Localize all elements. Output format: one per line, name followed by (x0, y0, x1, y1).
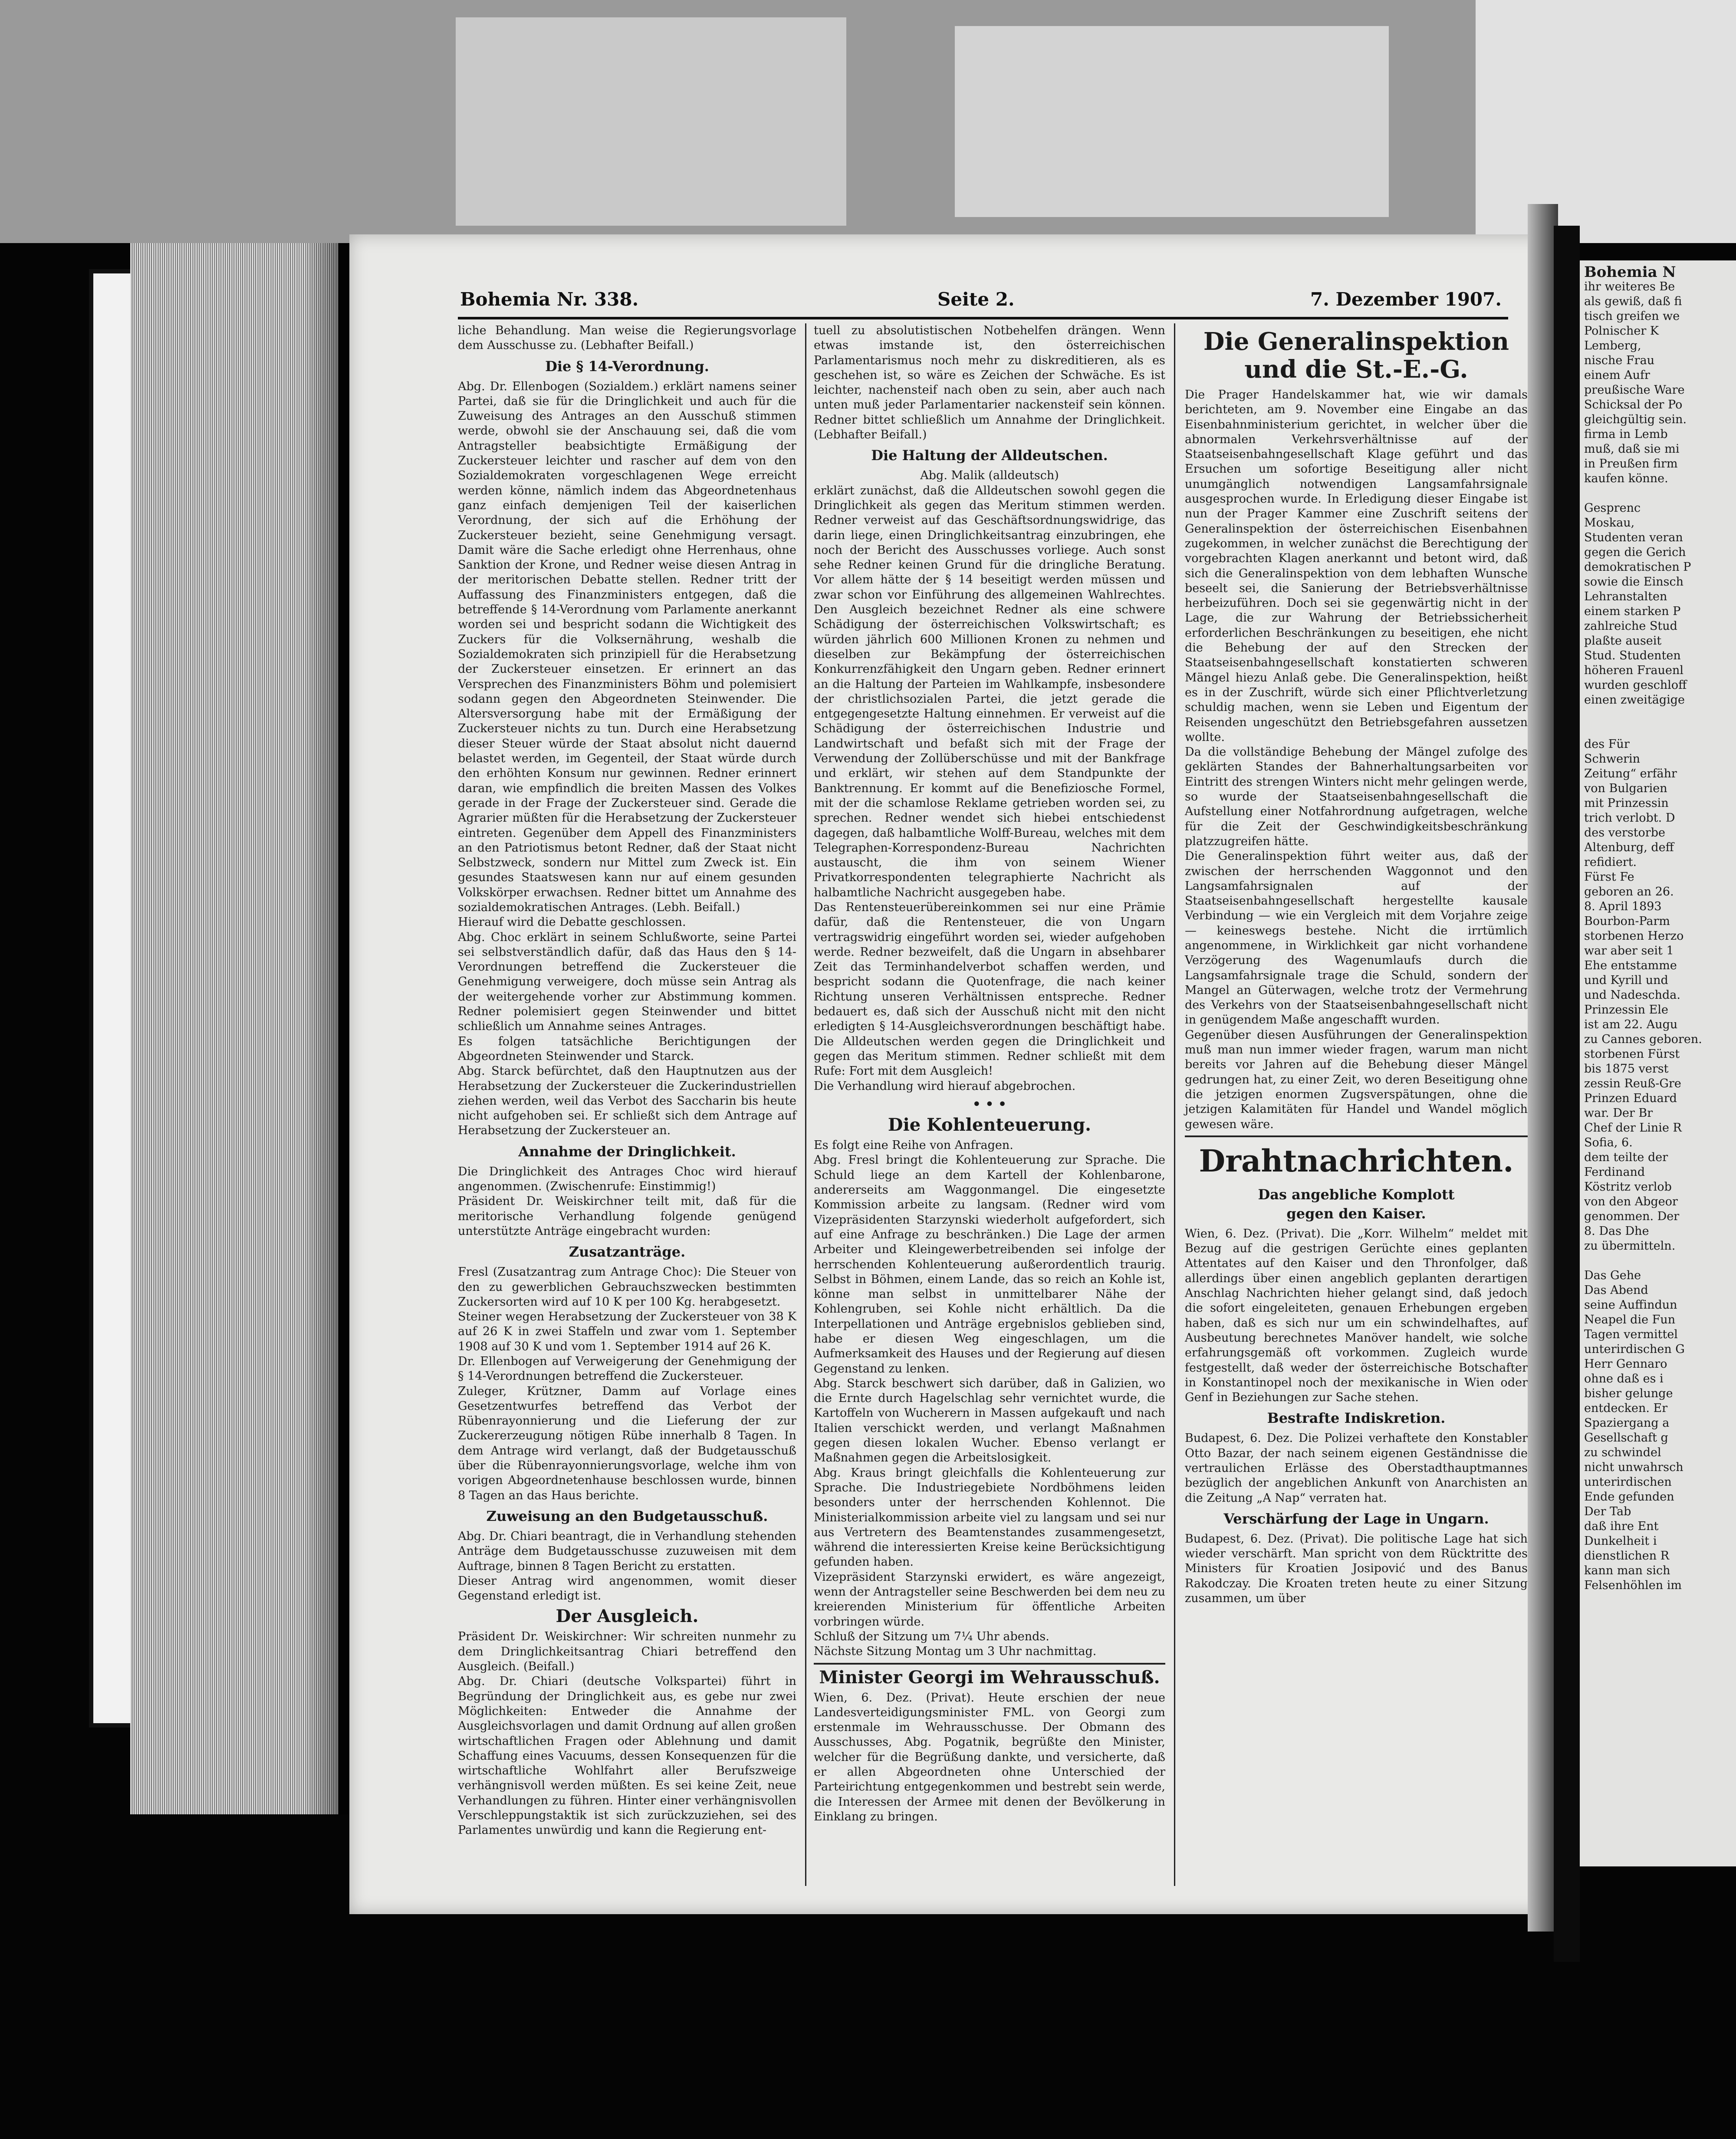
speaker-line: Abg. Malik (alldeutsch) (920, 469, 1059, 483)
facing-page-line: Polnischer K (1584, 324, 1659, 338)
facing-page-line: sowie die Einsch (1584, 575, 1683, 589)
facing-page-line: einem starken P (1584, 605, 1681, 618)
article-text: Nächste Sitzung Montag um 3 Uhr nachmittag. (814, 1645, 1097, 1659)
section-heading: Die § 14-Verordnung. (545, 358, 709, 375)
facing-page-line: dienstlichen R (1584, 1549, 1670, 1563)
article-text: Das Rentensteuerübereinkommen sei nur eine Prämie dafür, daß die Rentensteuer, die von Ungarn vertragswidrig eingeführt worden sei, wieder aufgehoben werde. Redner bezweifelt, daß die Ungarn in absehbarer Zeit das Terminhandelverbot schaffen werden, und bespricht sodann die Quotenfrage, die nach keiner Richtung unseren Verhältnissen entspreche. Redner bedauert es, daß sich der Ausschuß nicht mit den nicht erledigten § 14-Ausgleichsverordnungen beschäftigt habe. Die Alldeutschen werden gegen die Dringlichkeit und gegen das Meritum stimmen. Redner schließt mit dem Rufe: Fort mit dem Ausgleich! (814, 900, 1165, 1078)
article-text: Vizepräsident Starzynski erwidert, es wäre angezeigt, wenn der Antragsteller seine Beschwerden bei dem neu zu kreierenden Ministerium für öffentliche Arbeiten vorbringen würde. (814, 1570, 1165, 1629)
header-page-number: Seite 2. (937, 289, 1015, 310)
facing-page-line: kaufen könne. (1584, 472, 1668, 485)
article-text: Da die vollständige Behebung der Mängel zufolge des geklärten Standes der Bahnerhaltungsarbeiten vor Eintritt des strengen Winters nicht mehr gelingen werde, so wurde der Staatseisenbahngesellschaft die Aufstellung einer Notfahrordnung aufgetragen, welche für die Zeit der Geschwindigkeitsbeschränkung platzzugreifen hätte. (1185, 745, 1528, 848)
facing-page-line: Felsenhöhlen im (1584, 1579, 1682, 1592)
header-rule (458, 317, 1508, 319)
section-heading: Annahme der Dringlichkeit. (518, 1143, 736, 1160)
facing-page-line: genommen. Der (1584, 1210, 1680, 1223)
page-header (460, 284, 1502, 321)
facing-page-lines (1584, 280, 1732, 1593)
article-text: Die Prager Handelskammer hat, wie wir damals berichteten, am 9. November eine Eingabe an das Eisenbahnministerium gerichtet, in welcher über die abnormalen Verkehrsverhältnisse auf der Staatseisenbahngesellschaft Klage geführt und das Ersuchen um sofortige Beseitigung aller nicht unumgänglich notwendigen Langsamfahrsignale ausgesprochen wurde. In Erledigung dieser Eingabe ist nun der Prager Kammer eine Zuschrift seitens der Generalinspektion der österreichischen Eisenbahnen zugekommen, in welcher zunächst die Berechtigung der vorgebrachten Klagen anerkannt und betont wird, daß sich die Generalinspektion von dem lebhaften Wunsche beseelt sei, die Sanierung der Betriebsverhältnisse herbeizuführen. Doch sei sie gegenwärtig nicht in der Lage, die zur Wahrung der Betriebssicherheit erforderlichen Beschränkungen zu beseitigen, ehe nicht die Behebung der auf den Strecken der Staatseisenbahngesellschaft konstatierten schweren Mängel hiezu Anlaß gebe. Die Generalinspektion, heißt es in der Zuschrift, würde sich einer Pflichtverletzung schuldig machen, wenn sie Leben und Eigentum der Reisenden ungeschützt den Betriebsgefahren aussetzen wollte. (1185, 388, 1528, 744)
facing-page-line: Bourbon-Parm (1584, 915, 1670, 928)
facing-page-line: Stud. Studenten (1584, 649, 1681, 662)
facing-page-line: Schicksal der Po (1584, 398, 1683, 411)
facing-page-line: als gewiß, daß fi (1584, 295, 1682, 308)
facing-page-line: ohne daß es i (1584, 1372, 1664, 1385)
article-text: Zuleger, Krützner, Damm auf Vorlage eines Gesetzentwurfes betreffend das Verbot der Rübenrayonnierung und die Lieferung der zur Zuckererzeugung nötigen Rübe innerhalb 8 Tagen. In dem Antrage wird verlangt, daß der Budgetausschuß über die Rübenrayonnierungsvorlage, welche ihm von vorigen Abgeordnetenhause beschlossen wurde, binnen 8 Tagen an das Haus berichte. (458, 1384, 796, 1502)
header-masthead: Bohemia Nr. 338. (460, 289, 639, 310)
facing-page-line: tisch greifen we (1584, 309, 1680, 323)
section-heading: Bestrafte Indiskretion. (1267, 1410, 1446, 1427)
facing-page-line: Prinzessin Ele (1584, 1003, 1668, 1017)
column-3 (1185, 323, 1528, 1606)
column-divider (805, 323, 806, 1886)
header-date: 7. Dezember 1907. (1310, 289, 1502, 310)
facing-page-line: unterirdischen (1584, 1475, 1672, 1489)
column-1 (458, 323, 796, 1838)
facing-page-line: storbenen Herzo (1584, 929, 1684, 943)
facing-page-line: Herr Gennaro (1584, 1357, 1667, 1371)
article-text: erklärt zunächst, daß die Alldeutschen sowohl gegen die Dringlichkeit als gegen das Meritum stimmen werden. Redner verweist auf das Geschäftsordnungswidrige, das darin liege, einen Dringlichkeitsantrag einzubringen, ehe noch der Bericht des Ausschusses vorliege. Auch sonst sehe Redner keinen Grund für die dringliche Beratung. Vor allem hätte der § 14 beseitigt werden müssen und zwar schon vor Einführung des allgemeinen Wahlrechtes. Den Ausgleich bezeichnet Redner als eine schwere Schädigung der österreichischen Volkswirtschaft; es würden jährlich 600 Millionen Kronen zu nehmen und dieselben zur Bekämpfung der österreichischen Konkurrenzfähigkeit den Ungarn geben. Redner erinnert an die Haltung der Parteien im Wahlkampfe, insbesondere der christlichsozialen Partei, die jetzt gerade die entgegengesetzte Haltung einnehmen. Er verweist auf die Schädigung der österreichischen Industrie und Landwirtschaft und befaßt sich mit der Frage der Verwendung der Zollüberschüsse und mit der Bankfrage und erklärt, wir stehen auf dem Standpunkte der Banktrennung. Er kommt auf die Benefiziosche Formel, mit der die schamlose Reklame getrieben worden sei, zu sprechen. Redner wendet sich hiebei entschiedenst dagegen, daß halbamtliche Wolff-Bureau, welches mit dem Telegraphen-Korrespondenz-Bureau Nachrichten austauscht, die ihm von seinem Wiener Privatkorrespondenten telegraphierte Nachricht als halbamtliche Nachricht ausgegeben habe. (814, 484, 1165, 899)
facing-page-line: bis 1875 verst (1584, 1062, 1669, 1076)
facing-page-line: einem Aufr (1584, 369, 1650, 382)
facing-page-line: Neapel die Fun (1584, 1313, 1676, 1326)
column-divider (1174, 323, 1175, 1886)
article-text: Abg. Dr. Chiari beantragt, die in Verhandlung stehenden Anträge dem Budgetausschusse zuzuweisen mit dem Auftrage, binnen 8 Tagen Bericht zu erstatten. (458, 1529, 796, 1573)
page-stack-shadow (304, 243, 352, 1814)
facing-page-line: plaßte auseit (1584, 634, 1662, 648)
section-separator: • • • (972, 1096, 1007, 1112)
facing-page-line (1584, 486, 1732, 501)
article-text: Die Generalinspektion führt weiter aus, daß der zwischen der herrschenden Waggonnot und den Langsamfahrsignalen auf der Staatseisenbahngesellschaft hergestellte kausale Verbindung — wie ein Vergleich mit dem Vorjahre zeige — keineswegs bestehe. Nicht die irrtümlich angenommene, in Wirklichkeit gar nicht vorhandene Verzögerung des Wagenumlaufs durch die Langsamfahrsignale trage die Schuld, sondern der Mangel an Güterwagen, welche trotz der Vermehrung des Verkehrs von der Staatseisenbahngesellschaft nicht in genügendem Maße angeschafft wurden. (1185, 849, 1528, 1027)
article-text: Die Verhandlung wird hierauf abgebrochen. (814, 1079, 1076, 1093)
facing-page-line: Ende gefunden (1584, 1490, 1674, 1504)
facing-page-line: nische Frau (1584, 354, 1655, 367)
article-title: Die Generalinspektion (1203, 327, 1509, 356)
section-heading: Das angebliche Komplott (1258, 1186, 1455, 1203)
article-text: Präsident Dr. Weiskirchner teilt mit, daß für die meritorische Verhandlung folgende genügend unterstützte Anträge eingebracht wurden: (458, 1195, 796, 1238)
facing-page-line: zu übermitteln. (1584, 1239, 1676, 1253)
article-text: Abg. Choc erklärt in seinem Schlußworte, seine Partei sei selbstverständlich dafür, daß das Haus den § 14-Verordnungen betreffend die Zuckersteuer die Genehmigung verweigere, doch müsse sein Antrag als der weitergehende vorher zur Abstimmung kommen. Redner polemisiert gegen Steinwender und bittet schließlich um Annahme seines Antrages. (458, 930, 796, 1033)
column-2 (814, 323, 1165, 1824)
facing-page-line: preußische Ware (1584, 383, 1685, 397)
facing-page-line: zu Cannes geboren. (1584, 1033, 1702, 1046)
article-text: Wien, 6. Dez. (Privat). Die „Korr. Wilhelm“ meldet mit Bezug auf die gestrigen Gerüchte eines geplanten Attentates auf den Kaiser und den Thronfolger, daß allerdings über einen angeblich geplanten derartigen Anschlag Nachrichten hieher gelangt sind, daß jedoch die sofort eingeleiteten, genauen Erhebungen ergeben haben, daß es sich nur um ein schwindelhaftes, auf Ausbeutung berechnetes Manöver handelt, wie solche erfahrungsgemäß oft vorkommen. Zugleich wurde festgestellt, daß weder der österreichische Botschafter in Konstantinopel noch der mexikanische in Wien oder Genf in Beziehungen zur Sache stehen. (1185, 1227, 1528, 1405)
facing-page-line: Chef der Linie R (1584, 1121, 1682, 1135)
section-title: Drahtnachrichten. (1199, 1142, 1514, 1179)
book-gutter (1554, 226, 1580, 1962)
article-text: Schluß der Sitzung um 7¼ Uhr abends. (814, 1629, 1049, 1643)
facing-page-line: Tagen vermittel (1584, 1328, 1678, 1341)
facing-page-line: zessin Reuß-Gre (1584, 1077, 1681, 1090)
facing-page-line (1584, 722, 1732, 737)
article-text: Die Dringlichkeit des Antrages Choc wird hierauf angenommen. (Zwischenrufe: Einstimmig!) (458, 1165, 796, 1194)
facing-page-text (1584, 265, 1732, 1593)
article-text: Abg. Dr. Ellenbogen (Sozialdem.) erklärt namens seiner Partei, daß sie für die Dringlichkeit und auch für die Zuweisung des Antrages an den Ausschuß stimmen werde, obwohl sie der Anschauung sei, daß die vom Antragsteller beabsichtigte Ermäßigung der Zuckersteuer leichter und rascher auf dem von den Sozialdemokraten vorgeschlagenen Wege erreicht werden könne, nämlich indem das Abgeordnetenhaus ganz einfach demjenigen Teil der kaiserlichen Verordnung, der sich auf die Erhöhung der Zuckersteuer bezieht, seine Genehmigung versagt. Damit wäre die Sache erledigt ohne Herrenhaus, ohne Sanktion der Krone, und Redner weise diesen Antrag in der meritorischen Debatte stellen. Redner tritt der Auffassung des Finanzministers entgegen, daß die betreffende § 14-Verordnung vom Parlamente anerkannt worden sei und bespricht sodann die Wichtigkeit des Zuckers für die Volksernährung, weshalb die Sozialdemokraten sich prinzipiell für die Herabsetzung der Zuckersteuer einsetzen. Er erinnert an das Versprechen des Finanzministers Böhm und polemisiert sodann gegen den Abgeordneten Steinwender. Die Altersversorgung habe mit der Ermäßigung der Zuckersteuer nichts zu tun. Durch eine Herabsetzung dieser Steuer würde der Staat absolut nicht dauernd belastet werden, im Gegenteil, der Staat würde durch den erhöhten Konsum nur gewinnen. Redner erinnert daran, wie empfindlich die breiten Massen des Volkes gerade in der Frage der Zuckersteuer sind. Gerade die Agrarier müßten für die Herabsetzung der Zuckersteuer eintreten. Gegenüber dem Appell des Finanzministers an den Patriotismus betont Redner, daß der Staat nicht Selbstzweck, sondern nur Mittel zum Zweck ist. Ein gesundes Staatswesen kann nur auf einem gesunden Volkskörper erwachsen. Redner bittet um Annahme des sozialdemokratischen Antrages. (Lebh. Beifall.) (458, 379, 796, 914)
article-text: Abg. Starck befürchtet, daß den Hauptnutzen aus der Herabsetzung der Zuckersteuer die Zuckerindustriellen ziehen werden, weil das Verbot des Saccharin bis heute nicht aufgehoben sei. Er schließt sich dem Antrage auf Herabsetzung der Zuckersteuer an. (458, 1064, 796, 1138)
article-text: Präsident Dr. Weiskirchner: Wir schreiten nunmehr zu dem Dringlichkeitsantrag Chiari betreffend den Ausgleich. (Beifall.) (458, 1630, 796, 1674)
facing-page-line: höheren Frauenl (1584, 664, 1683, 677)
article-text: Hierauf wird die Debatte geschlossen. (458, 915, 686, 929)
article-text: Es folgen tatsächliche Berichtigungen der Abgeordneten Steinwender und Starck. (458, 1034, 796, 1063)
scan-background-block (456, 17, 846, 226)
section-heading: Zusatzanträge. (569, 1244, 686, 1260)
facing-page-line: Studenten veran (1584, 531, 1683, 544)
facing-page-line: geboren an 26. (1584, 885, 1674, 898)
facing-page-header: Bohemia N (1584, 265, 1676, 281)
facing-page-line: dem teilte der (1584, 1151, 1668, 1164)
article-text: Abg. Dr. Chiari (deutsche Volkspartei) führt in Begründung der Dringlichkeit aus, es gebe nur zwei Möglichkeiten: Entweder die Annahme der Ausgleichsvorlagen und damit Ordnung auf allen großen wirtschaftlichen Fragen oder Ablehnung und damit Schaffung eines Vacuums, dessen Konsequenzen für die wirtschaftliche Wohlfahrt aller Berufszweige verhängnisvoll werden müßten. Es sei keine Zeit, neue Verhandlungen zu führen. Hinter einer verhängnisvollen Verschleppungstaktik ist sich zurückzuziehen, sei des Parlamentes unwürdig und kann die Regierung ent- (458, 1675, 796, 1837)
facing-page-line: storbenen Fürst (1584, 1047, 1680, 1061)
facing-page-line: zu schwindel (1584, 1446, 1661, 1459)
article-text: Budapest, 6. Dez. (Privat). Die politische Lage hat sich wieder verschärft. Man spricht von dem Rücktritte des Ministers für Kroatien Josipović und des Banus Rakodczay. Die Kroaten treten heute zu einer Sitzung zusammen, um über (1185, 1532, 1528, 1606)
scan-background-block (1476, 0, 1736, 243)
facing-page-line: Der Tab (1584, 1505, 1631, 1518)
facing-page-line: Lehranstalten (1584, 590, 1667, 603)
facing-page-line: Moskau, (1584, 516, 1635, 530)
section-rule (814, 1663, 1165, 1665)
facing-page-line: trich verlobt. D (1584, 811, 1675, 825)
facing-page-line: mit Prinzessin (1584, 796, 1669, 810)
article-text: liche Behandlung. Man weise die Regierungsvorlage dem Ausschusse zu. (Lebhafter Beifall.) (458, 324, 796, 352)
article-text: Steiner wegen Herabsetzung der Zuckersteuer von 38 K auf 26 K in zwei Staffeln und zwar vom 1. September 1908 auf 30 K und vom 1. September 1914 auf 26 K. (458, 1310, 796, 1353)
article-text: Dr. Ellenbogen auf Verweigerung der Genehmigung der § 14-Verordnungen betreffend die Zuckersteuer. (458, 1355, 796, 1383)
article-text: Gegenüber diesen Ausführungen der Generalinspektion muß man nun immer wieder fragen, warum man nicht bereits vor Jahren auf die Behebung dieser Mängel gedrungen hat, zu einer Zeit, wo deren Beseitigung ohne die jetzigen enormen Zugsverspätungen, ohne die jetzigen Kalamitäten für Handel und Wandel möglich gewesen wäre. (1185, 1028, 1528, 1131)
section-heading: Die Haltung der Alldeutschen. (871, 447, 1108, 464)
facing-page-line: Das Abend (1584, 1283, 1648, 1297)
facing-page-line: Köstritz verlob (1584, 1180, 1672, 1194)
section-heading: gegen den Kaiser. (1286, 1205, 1426, 1222)
facing-page-line (1584, 708, 1732, 722)
article-text: Dieser Antrag wird angenommen, womit dieser Gegenstand erledigt ist. (458, 1574, 796, 1603)
scan-background-block (955, 26, 1389, 217)
facing-page-line: von den Abgeor (1584, 1195, 1678, 1208)
facing-page-line: kann man sich (1584, 1564, 1670, 1577)
facing-page-line: 8. April 1893 (1584, 900, 1662, 913)
facing-page-line: bisher gelunge (1584, 1387, 1673, 1400)
facing-page-line: Prinzen Eduard (1584, 1092, 1677, 1105)
article-text: Abg. Starck beschwert sich darüber, daß in Galizien, wo die Ernte durch Hagelschlag sehr vernichtet wurde, die Kartoffeln von Wucherern in Massen aufgekauft und nach Italien verschickt werden, und verlangt Maßnahmen gegen diesen lokalen Wucher. Ebenso verlangt er Maßnahmen gegen die Arbeitslosigkeit. (814, 1376, 1165, 1465)
article-text: Abg. Fresl bringt die Kohlenteuerung zur Sprache. Die Schuld liege an dem Kartell der Kohlenbarone, andererseits am Waggonmangel. Die eingesetzte Kommission arbeite zu langsam. (Redner wird vom Vizepräsidenten Starzynski wiederholt aufgefordert, sich auf eine Anfrage zu beschränken.) Die Lage der armen Arbeiter und Kleingewerbetreibenden sei infolge der herrschenden Kohlenteuerung außerordentlich traurig. Selbst in Böhmen, einem Lande, das so reich an Kohle ist, könne man selbst in unmittelbarer Nähe der Kohlengruben, sei Kohle nicht erhältlich. Da die Interpellationen und Anträge ergebnislos geblieben sind, habe er diesen Weg eingeschlagen, um die Aufmerksamkeit des Hauses und der Regierung auf diesen Gegenstand zu lenken. (814, 1153, 1165, 1376)
article-text: Es folgt eine Reihe von Anfragen. (814, 1139, 1013, 1152)
facing-page-line: demokratischen P (1584, 560, 1691, 574)
article-title: und die St.-E.-G. (1244, 355, 1468, 384)
facing-page-line: unterirdischen G (1584, 1343, 1685, 1356)
facing-page-line: Dunkelheit i (1584, 1534, 1657, 1548)
section-heading: Zuweisung an den Budgetausschuß. (486, 1507, 768, 1524)
facing-page-line: Sofia, 6. (1584, 1136, 1633, 1149)
facing-page-line: 8. Das Dhe (1584, 1224, 1649, 1238)
facing-page-line: Ehe entstamme (1584, 959, 1677, 972)
facing-page-line: Lemberg, (1584, 339, 1641, 352)
facing-page-line: Ferdinand (1584, 1165, 1645, 1179)
facing-page-line: refidiert. (1584, 856, 1637, 869)
facing-page-line: ihr weiteres Be (1584, 280, 1675, 293)
facing-page-line: war aber seit 1 (1584, 944, 1674, 958)
article-text: Wien, 6. Dez. (Privat). Heute erschien der neue Landesverteidigungsminister FML. von Georgi zum erstenmale im Wehrausschusse. Der Obmann des Ausschusses, Abg. Pogatnik, begrüßte den Minister, welcher für die Begrüßung dankte, und versicherte, daß er allen Abgeordneten ohne Unterschied der Parteirichtung entgegenkommen und bestrebt sein werde, die Interessen der Armee mit denen der Bevölkerung in Einklang zu bringen. (814, 1691, 1165, 1823)
facing-page-line: und Kyrill und (1584, 974, 1668, 987)
facing-page-line: Altenburg, deff (1584, 841, 1674, 854)
facing-page-line: zahlreiche Stud (1584, 619, 1677, 633)
article-text: tuell zu absolutistischen Notbehelfen drängen. Wenn etwas imstande ist, den österreichischen Parlamentarismus noch mehr zu diskreditieren, als es geschehen ist, so wäre es Zeichen der Schwäche. Es ist leichter, nachensteif nach oben zu sein, aber auch nach unten muß jeder Parlamentarier nackensteif sein können. Redner bittet schließlich um Annahme der Dringlichkeit. (Lebhafter Beifall.) (814, 324, 1165, 442)
facing-page-line: Schwerin (1584, 752, 1641, 766)
facing-page-line: daß ihre Ent (1584, 1520, 1659, 1533)
book-spine (89, 269, 137, 1728)
facing-page-line: des Für (1584, 737, 1630, 751)
section-heading: Verschärfung der Lage in Ungarn. (1223, 1510, 1489, 1527)
facing-page-line: nicht unwahrsch (1584, 1461, 1683, 1474)
facing-page-line: und Nadeschda. (1584, 988, 1680, 1002)
facing-page-line: wurden geschloff (1584, 678, 1687, 692)
section-heading: Die Kohlenteuerung. (888, 1115, 1092, 1135)
section-rule (1185, 1135, 1528, 1137)
facing-page-line: war. Der Br (1584, 1106, 1653, 1120)
facing-page-line: einen zweitägige (1584, 693, 1685, 707)
facing-page-line: Das Gehe (1584, 1269, 1641, 1282)
article-text: Budapest, 6. Dez. Die Polizei verhaftete den Konstabler Otto Bazar, der nach seinem eigenen Geständnisse die vertraulichen Erlässe des Oberstadthauptmannes bezüglich der angeblichen Ankunft von Anarchisten an die Zeitung „A Nap“ verraten hat. (1185, 1431, 1528, 1505)
facing-page-line: in Preußen firm (1584, 457, 1678, 471)
facing-page-line: Fürst Fe (1584, 870, 1634, 884)
section-heading: Der Ausgleich. (556, 1606, 699, 1627)
facing-page-line: Zeitung“ erfähr (1584, 767, 1677, 780)
facing-page-line (1584, 1254, 1732, 1268)
facing-page-line: gegen die Gerich (1584, 546, 1686, 559)
article-text: Fresl (Zusatzantrag zum Antrage Choc): Die Steuer von den zu gewerblichen Gebrauchszwecken bestimmten Zuckersorten wird auf 10 K per 100 Kg. herabgesetzt. (458, 1265, 796, 1309)
section-heading: Minister Georgi im Wehrausschuß. (819, 1667, 1160, 1688)
facing-page-line: von Bulgarien (1584, 782, 1667, 795)
facing-page-line: gleichgültig sein. (1584, 413, 1687, 426)
facing-page-line: muß, daß sie mi (1584, 442, 1680, 456)
facing-page-line: seine Auffindun (1584, 1298, 1677, 1312)
facing-page-line: des verstorbe (1584, 826, 1665, 839)
facing-page-line: entdecken. Er (1584, 1402, 1668, 1415)
facing-page-line: Gesprenc (1584, 501, 1641, 515)
facing-page-line: Spaziergang a (1584, 1416, 1670, 1430)
article-text: Abg. Kraus bringt gleichfalls die Kohlenteuerung zur Sprache. Die Industriegebiete Nordböhmens leiden besonders unter der herrschenden Kohlennot. Die Ministerialkommission arbeite viel zu langsam und sei nur aus Vertretern des Beamtenstandes zusammengesetzt, während die interessierten Kreise keine Berücksichtigung gefunden haben. (814, 1466, 1165, 1569)
facing-page-line: firma in Lemb (1584, 428, 1668, 441)
facing-page-line: Gesellschaft g (1584, 1431, 1668, 1445)
facing-page-line: ist am 22. Augu (1584, 1018, 1678, 1031)
